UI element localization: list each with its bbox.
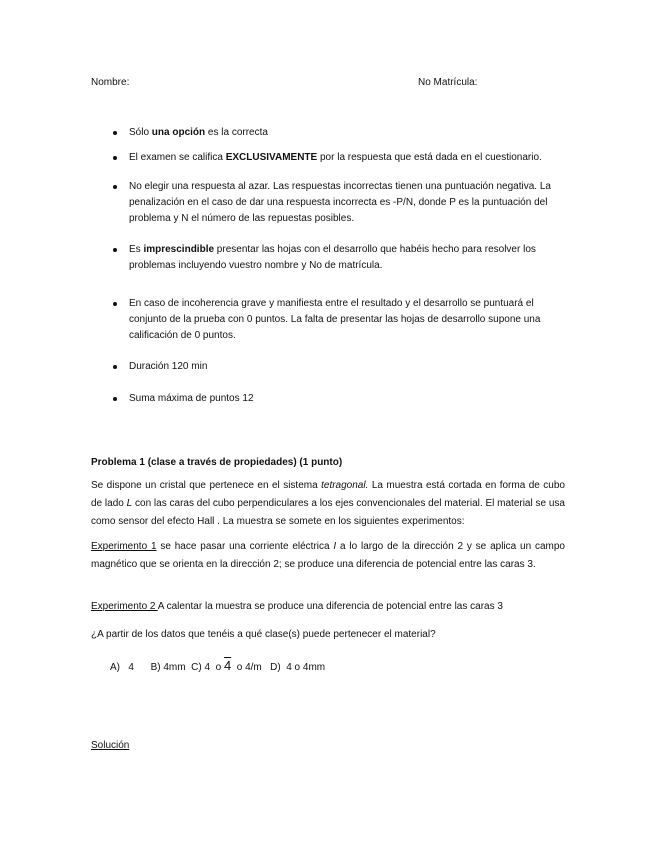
solution-heading: Solución xyxy=(91,740,130,751)
question: ¿A partir de los datos que tenéis a qué clase(s) puede pertenecer el material? xyxy=(91,629,436,640)
rule-text: Es imprescindible presentar las hojas con el desarrollo que habéis hecho para resolver los problemas incluyendo vuestro nombre y No de matrícula. xyxy=(129,244,536,271)
option-d[interactable]: D) 4 o 4mm xyxy=(270,662,326,673)
problem-title: Problema 1 (clase a través de propiedades) (1 punto) xyxy=(91,457,343,468)
rule-text: En caso de incoherencia grave y manifiesta entre el resultado y el desarrollo se puntuará el conjunto de la prueba con 0 puntos. La falta de presentar las hojas de desarrollo supone una calificación de 0 puntos. xyxy=(129,298,541,341)
experiment-1: Experimento 1 se hace pasar una corriente eléctrica I a lo largo de la dirección 2 y se aplica un campo magnético que se orienta en la dirección 2; se produce una diferencia de potencial entre las caras 3. xyxy=(91,541,565,570)
rule-text: Sólo una opción es la correcta xyxy=(129,127,268,138)
rule-text: Duración 120 min xyxy=(129,361,208,372)
rule-text: Suma máxima de puntos 12 xyxy=(129,393,254,404)
bullet-icon xyxy=(113,302,117,306)
bullet-icon xyxy=(113,397,117,401)
bullet-icon xyxy=(113,131,117,135)
option-a[interactable]: A) 4 xyxy=(110,662,134,673)
bullet-icon xyxy=(113,248,117,252)
matricula-label: No Matrícula: xyxy=(418,77,478,88)
rule-text: No elegir una respuesta al azar. Las respuestas incorrectas tienen una puntuación negativa. La penalización en el caso de dar una respuesta incorrecta es -P/N, donde P es la puntuación del problema y N el número de las repuestas posibles. xyxy=(129,181,551,224)
bullet-icon xyxy=(113,156,117,160)
problem-intro: Se dispone un cristal que pertenece en el sistema tetragonal. La muestra está cortada en forma de cubo de lado L con las caras del cubo perpendiculares a los ejes convencionales del material. El material se usa como sensor del efecto Hall . La muestra se somete en los siguientes experimentos: xyxy=(91,480,565,527)
option-b[interactable]: B) 4mm xyxy=(150,662,186,673)
bullet-icon xyxy=(113,365,117,369)
answer-options xyxy=(110,658,325,673)
name-label: Nombre: xyxy=(91,77,130,88)
bullet-icon xyxy=(113,185,117,189)
rule-text: El examen se califica EXCLUSIVAMENTE por la respuesta que está dada en el cuestionario. xyxy=(129,152,542,163)
option-c[interactable]: C) 4 o 4 o 4/m xyxy=(191,658,262,673)
experiment-2: Experimento 2 A calentar la muestra se produce una diferencia de potencial entre las caras 3 xyxy=(91,601,503,612)
